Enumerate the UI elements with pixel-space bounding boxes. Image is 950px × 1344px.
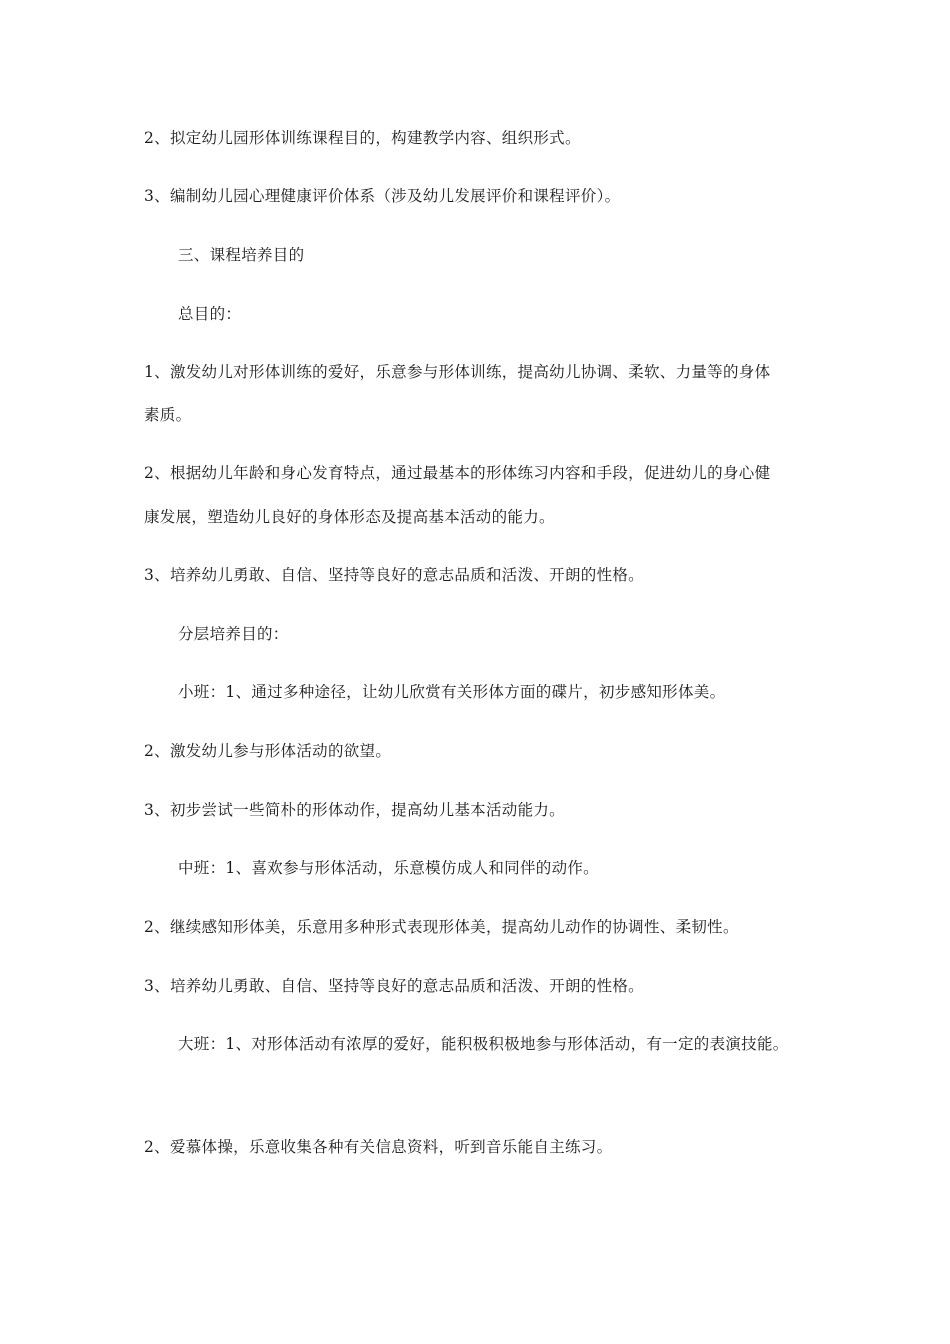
paragraph-line: 素质。 bbox=[144, 406, 192, 424]
section-heading: 三、课程培养目的 bbox=[178, 246, 305, 264]
paragraph-line: 3、初步尝试一些简朴的形体动作，提高幼儿基本活动能力。 bbox=[144, 801, 565, 819]
paragraph-line: 康发展，塑造幼儿良好的身体形态及提高基本活动的能力。 bbox=[144, 508, 555, 526]
paragraph-line: 2、激发幼儿参与形体活动的欲望。 bbox=[144, 742, 392, 760]
paragraph-line: 大班：1、对形体活动有浓厚的爱好，能积极积极地参与形体活动，有一定的表演技能。 bbox=[178, 1035, 789, 1053]
paragraph-line: 2、根据幼儿年龄和身心发育特点，通过最基本的形体练习内容和手段，促进幼儿的身心健 bbox=[144, 464, 771, 482]
paragraph-line: 3、培养幼儿勇敢、自信、坚持等良好的意志品质和活泼、开朗的性格。 bbox=[144, 977, 644, 995]
subsection-heading: 分层培养目的： bbox=[178, 625, 289, 643]
paragraph-line: 2、继续感知形体美，乐意用多种形式表现形体美，提高幼儿动作的协调性、柔韧性。 bbox=[144, 918, 739, 936]
paragraph-line: 2、爱慕体操，乐意收集各种有关信息资料，听到音乐能自主练习。 bbox=[144, 1138, 613, 1156]
paragraph-line: 3、编制幼儿园心理健康评价体系（涉及幼儿发展评价和课程评价）。 bbox=[144, 187, 621, 205]
paragraph-line: 中班：1、喜欢参与形体活动，乐意模仿成人和同伴的动作。 bbox=[178, 859, 599, 877]
paragraph-line: 1、激发幼儿对形体训练的爱好，乐意参与形体训练，提高幼儿协调、柔软、力量等的身体 bbox=[144, 363, 771, 381]
paragraph-line: 2、拟定幼儿园形体训练课程目的，构建教学内容、组织形式。 bbox=[144, 129, 581, 147]
paragraph-line: 小班：1、通过多种途径，让幼儿欣赏有关形体方面的碟片，初步感知形体美。 bbox=[178, 683, 726, 701]
paragraph-line: 3、培养幼儿勇敢、自信、坚持等良好的意志品质和活泼、开朗的性格。 bbox=[144, 566, 644, 584]
subsection-heading: 总目的： bbox=[178, 305, 242, 323]
